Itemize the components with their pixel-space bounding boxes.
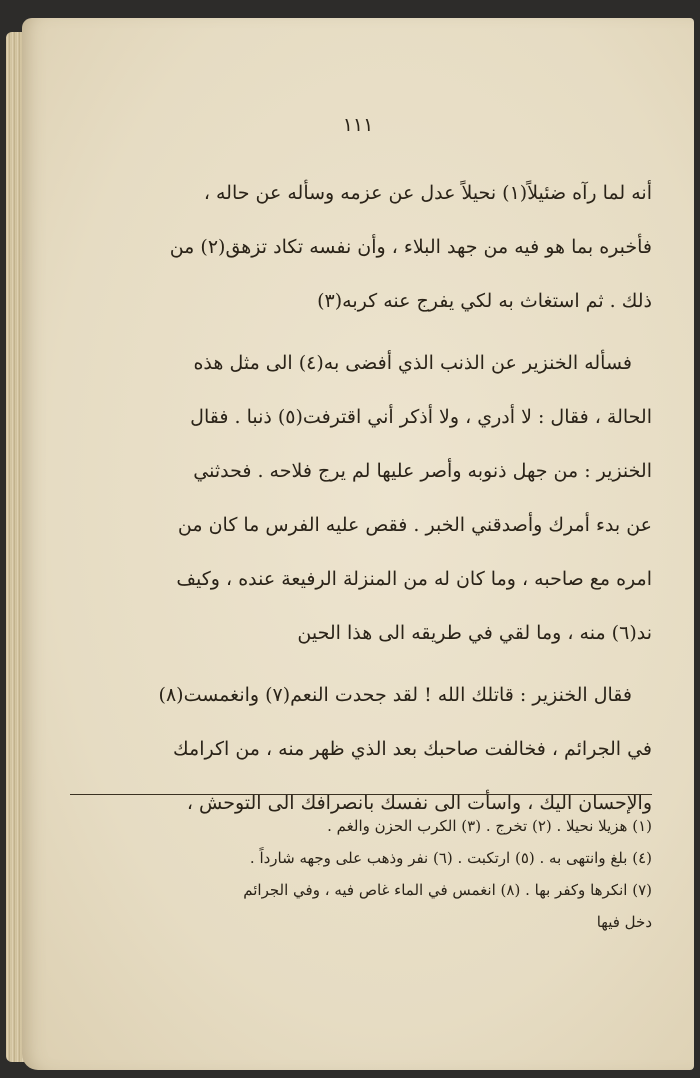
text-line: فسأله الخنزير عن الذنب الذي أفضى به(٤) الى مثل هذه bbox=[193, 352, 632, 374]
paragraph-3 bbox=[60, 668, 652, 830]
text-line: امره مع صاحبه ، وما كان له من المنزلة الرفيعة عنده ، وكيف bbox=[176, 568, 652, 590]
footnote-line: (٤) بلغ وانتهى به . (٥) ارتكبت . (٦) نفر وذهب على وجهه شارداً . bbox=[249, 849, 652, 867]
footnote-line: دخل فيها bbox=[596, 913, 652, 931]
paragraph-1 bbox=[60, 166, 652, 328]
footnote-divider bbox=[70, 794, 652, 795]
text-line: ند(٦) منه ، وما لقي في طريقه الى هذا الحين bbox=[297, 622, 652, 644]
text-line: أنه لما رآه ضئيلاً(١) نحيلاً عدل عن عزمه وسأله عن حاله ، bbox=[203, 182, 652, 204]
text-line: فأخبره بما هو فيه من جهد البلاء ، وأن نفسه تكاد تزهق(٢) من bbox=[169, 236, 652, 258]
text-line: الحالة ، فقال : لا أدري ، ولا أذكر أني اقترفت(٥) ذنبا . فقال bbox=[190, 406, 652, 428]
paragraph-2 bbox=[60, 336, 652, 660]
text-line: عن بدء أمرك وأصدقني الخبر . فقص عليه الفرس ما كان من bbox=[177, 514, 652, 536]
text-line: في الجرائم ، فخالفت صاحبك بعد الذي ظهر منه ، من اكرامك bbox=[173, 738, 652, 760]
text-line: والإحسان اليك ، واسأت الى نفسك بانصرافك الى التوحش ، bbox=[186, 792, 652, 814]
page-number: ١١١ bbox=[342, 114, 374, 136]
text-line: الخنزير : من جهل ذنوبه وأصر عليها لم يرج فلاحه . فحدثني bbox=[193, 460, 652, 482]
footnotes bbox=[70, 810, 652, 938]
text-line: فقال الخنزير : قاتلك الله ! لقد جحدت النعم(٧) وانغمست(٨) bbox=[158, 684, 632, 706]
text-line: ذلك . ثم استغاث به لكي يفرج عنه كربه(٣) bbox=[317, 290, 652, 312]
body-text bbox=[60, 166, 652, 830]
book-page bbox=[22, 18, 694, 1070]
footnote-line: (١) هزيلا نحيلا . (٢) تخرج . (٣) الكرب الحزن والغم . bbox=[327, 817, 652, 835]
footnote-line: (٧) انكرها وكفر بها . (٨) انغمس في الماء غاص فيه ، وفي الجرائم bbox=[243, 881, 652, 899]
